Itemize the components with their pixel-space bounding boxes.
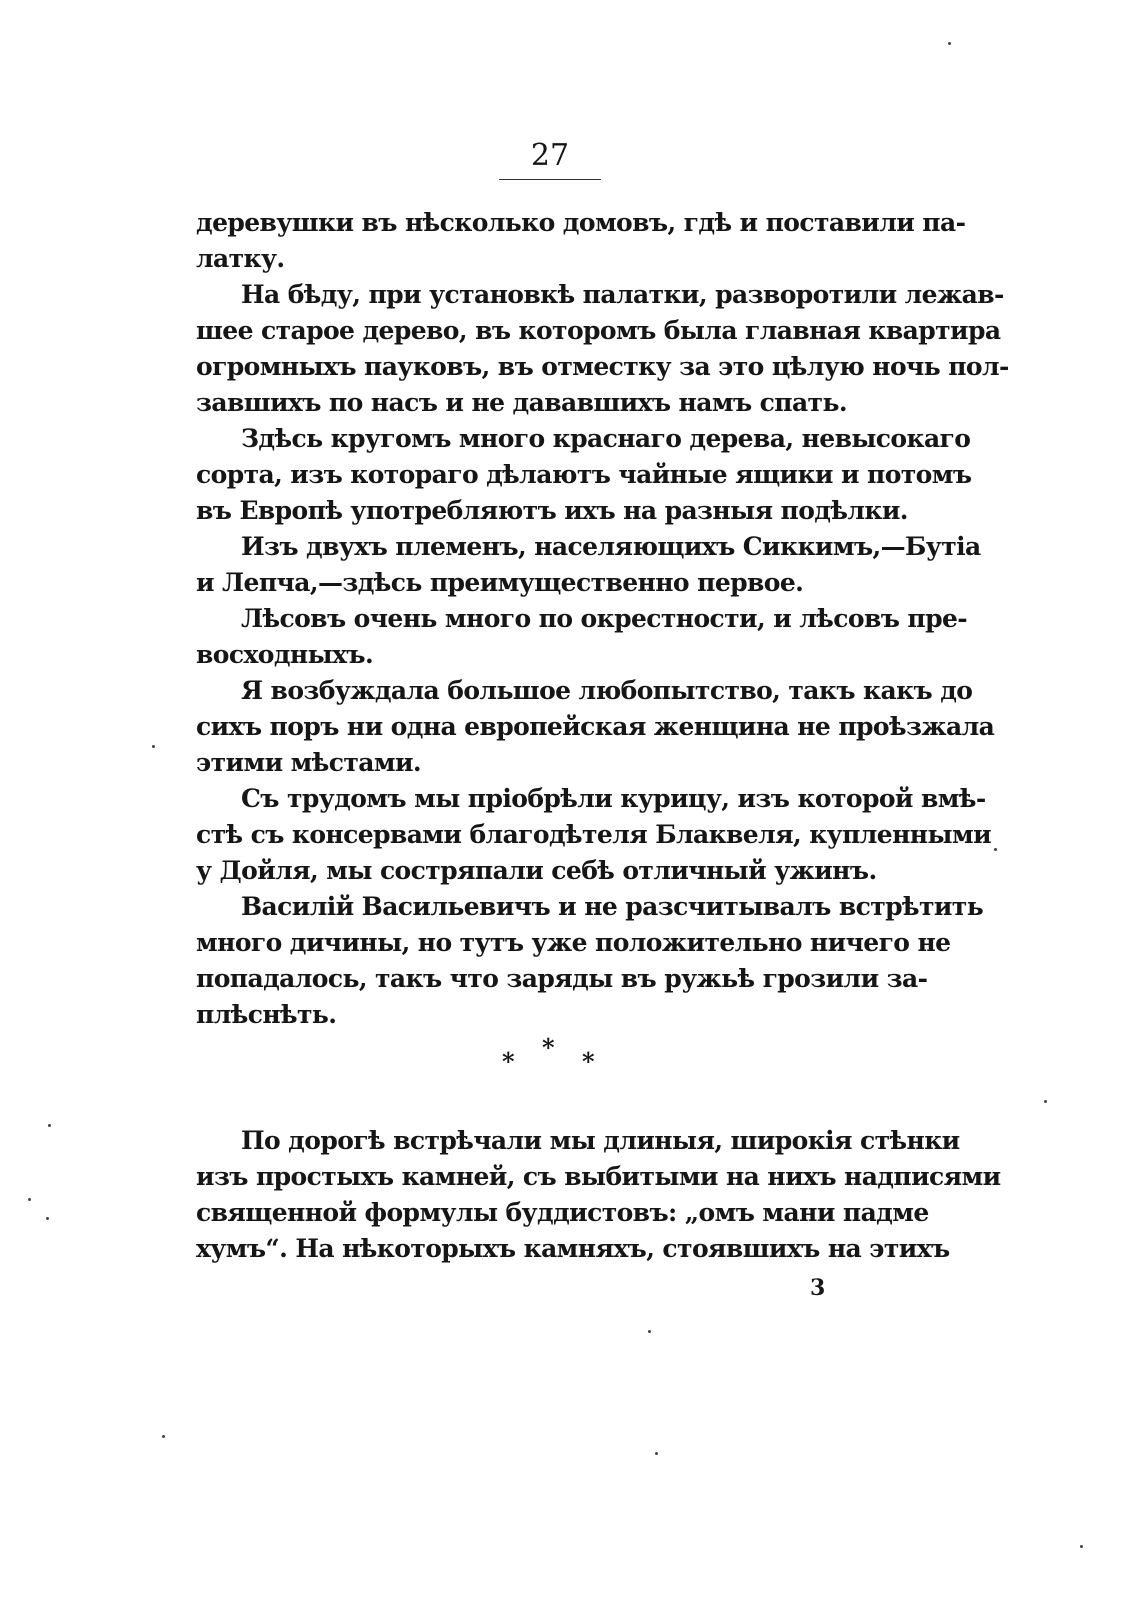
page-number-rule <box>499 179 601 180</box>
text-line: латку. <box>196 244 285 273</box>
text-line: сихъ поръ ни одна европейская женщина не проѣзжала <box>196 712 995 741</box>
text-line: огромныхъ пауковъ, въ отместку за это цѣлую ночь пол- <box>196 352 1009 381</box>
page-number: 27 <box>530 138 570 173</box>
text-line: сорта, изъ котораго дѣлаютъ чайные ящики и потомъ <box>196 460 972 489</box>
scan-speck <box>948 42 951 45</box>
text-line: много дичины, но тутъ уже положительно ничего не <box>196 928 951 957</box>
text-line: плѣснѣть. <box>196 1000 337 1029</box>
text-line: изъ простыхъ камней, съ выбитыми на нихъ надписями <box>196 1162 1001 1191</box>
body-text-section-2 <box>196 1123 1001 1267</box>
scan-speck <box>28 1198 31 1201</box>
text-line: священной формулы буддистовъ: „омъ мани падме <box>196 1198 929 1227</box>
text-line: восходныхъ. <box>196 640 374 669</box>
separator-star: * <box>502 1047 515 1076</box>
separator-star: * <box>542 1033 555 1062</box>
text-line: этими мѣстами. <box>196 748 421 777</box>
printer-signature-mark: 3 <box>810 1275 826 1301</box>
text-line: шее старое дерево, въ которомъ была главная квартира <box>196 316 1001 345</box>
section-separator <box>490 1030 610 1080</box>
text-line: хумъ“. На нѣкоторыхъ камняхъ, стоявшихъ на этихъ <box>196 1234 950 1263</box>
scan-speck <box>46 1217 49 1220</box>
text-line: Здѣсь кругомъ много краснаго дерева, невысокаго <box>241 424 971 453</box>
text-line: Лѣсовъ очень много по окрестности, и лѣсовъ пре- <box>241 604 968 633</box>
separator-star: * <box>582 1047 595 1076</box>
text-line: попадалось, такъ что заряды въ ружьѣ грозили за- <box>196 964 928 993</box>
text-line: Изъ двухъ племенъ, населяющихъ Сиккимъ,—Бутіа <box>241 532 981 561</box>
body-text-section-1 <box>196 205 1009 1033</box>
text-line: у Дойля, мы состряпали себѣ отличный ужинъ. <box>196 856 877 885</box>
scan-speck <box>648 1330 651 1333</box>
text-line: завшихъ по насъ и не дававшихъ намъ спать. <box>196 388 847 417</box>
text-line: Я возбуждала большое любопытство, такъ какъ до <box>241 676 973 705</box>
scan-speck <box>1044 1100 1047 1103</box>
text-line: Василій Васильевичъ и не разсчитывалъ встрѣтить <box>241 892 984 921</box>
scan-speck <box>655 1452 658 1455</box>
scan-speck <box>162 1435 165 1438</box>
scan-speck <box>994 848 997 851</box>
text-line: На бѣду, при установкѣ палатки, разворотили лежав- <box>241 280 1004 309</box>
text-line: По дорогѣ встрѣчали мы длиныя, широкія стѣнки <box>241 1126 960 1155</box>
scan-speck <box>48 1124 51 1127</box>
scan-speck <box>1080 1545 1083 1548</box>
text-line: Съ трудомъ мы пріобрѣли курицу, изъ которой вмѣ- <box>241 784 986 813</box>
scan-speck <box>152 745 155 748</box>
text-line: въ Европѣ употребляютъ ихъ на разныя подѣлки. <box>196 496 908 525</box>
text-line: и Лепча,—здѣсь преимущественно первое. <box>196 568 804 597</box>
text-line: деревушки въ нѣсколько домовъ, гдѣ и поставили па- <box>196 208 966 237</box>
text-line: стѣ съ консервами благодѣтеля Блаквеля, купленными <box>196 820 992 849</box>
